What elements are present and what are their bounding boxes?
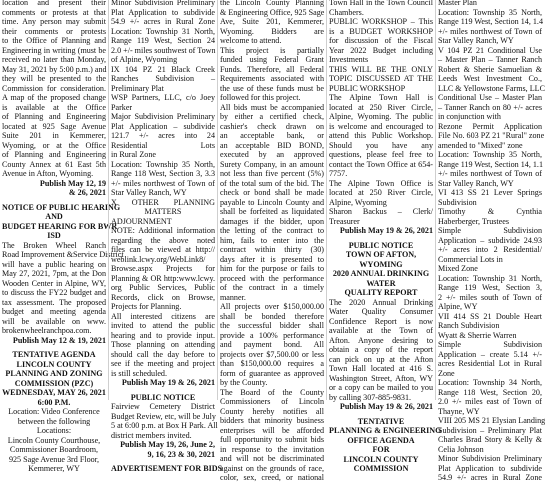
text-line: form of guarantee as approved	[220, 368, 324, 378]
text-line: Haberberger, Trustees	[438, 216, 510, 226]
text-line: the letting of the contract to	[220, 226, 324, 235]
publish-date-line: Publish May 19 & 26, 2021	[121, 378, 215, 387]
notice-heading-line: WYOMING	[359, 259, 403, 269]
text-line: days after it is presented to	[220, 254, 324, 264]
notice-heading-line: PUBLIC NOTICE	[348, 240, 414, 250]
notice-heading-line: WATER	[366, 278, 396, 288]
text-line: followed for this project.	[220, 93, 301, 102]
text-line: Alpine, Wyoming	[329, 197, 387, 207]
notice-heading-line: QUALITY REPORT	[344, 288, 418, 297]
text-line: Should you have any	[329, 140, 433, 150]
text-line: Zone	[438, 368, 455, 378]
text-line: by either a certified check,	[220, 112, 324, 121]
text-line: Location: Video Conference	[8, 407, 100, 416]
text-line: is available at the Office	[2, 102, 106, 112]
text-line: Suite 201 in Kemmerer,	[2, 131, 106, 140]
text-line: located at 250 River Circle,	[329, 102, 433, 112]
text-line: Afton. Anyone desiring to	[329, 335, 433, 345]
text-line: by calling 307-885-9831.	[329, 392, 412, 402]
text-line: Location: Township 31 North,	[438, 273, 542, 283]
text-line: district members invited.	[111, 430, 192, 440]
text-line: +/- miles northwest of Town of	[111, 178, 215, 188]
text-line: Engineering in writing (must be	[2, 45, 106, 55]
text-line: 925 Sage Avenue 3rd Floor,	[8, 454, 100, 464]
text-line: to the Office of Planning and	[2, 36, 106, 45]
text-line: they will be presented to the	[2, 74, 106, 83]
text-line: 54.9 +/- acres in Rural Zone	[438, 473, 542, 482]
text-line: attend this Public Workshop.	[329, 131, 433, 140]
column-5	[438, 0, 545, 482]
text-line: May 31, 2021 by 5:00 p.m.) and	[2, 64, 107, 74]
text-line: +/- miles northwest of Town of	[438, 26, 542, 36]
text-line: & Engineering Office, 925 Sage	[220, 7, 325, 17]
publish-date-line: & 26, 2021	[68, 188, 106, 197]
text-line: Browse.aspx Projects for	[111, 264, 215, 273]
text-line: Sharon Backus – Clerk/	[329, 207, 433, 216]
text-line: in conjunction with	[438, 112, 501, 121]
text-line: him for the purpose or fails to	[220, 264, 324, 273]
text-line: their comments or protests	[2, 26, 106, 36]
text-line: Washington Street, Afton, WY	[329, 373, 433, 383]
notice-heading-line: PLANNING & ENGINEERING	[329, 426, 442, 435]
text-line: Simple Subdivision	[438, 340, 542, 349]
text-line: Commissioners of Lincoln	[220, 397, 324, 406]
notice-heading-line: 6:00 P.M.	[37, 397, 71, 407]
text-line: received no later than Monday,	[2, 55, 106, 64]
text-line: Water Quality Consumer	[329, 307, 433, 316]
text-line: 121.7 +/- acres into 24	[111, 131, 215, 140]
text-line: Wyoming, or at the Office	[2, 140, 106, 150]
text-line: projects over $7,500.00 or less	[220, 349, 324, 359]
text-line: by the County.	[220, 378, 268, 387]
text-line: Charles Brad Story & Kelly &	[438, 435, 542, 444]
text-line: The Alpine Town Office is	[329, 178, 433, 188]
notice-heading-line: TOWN OF AFTON,	[345, 250, 417, 259]
text-line: contact the Town Office at 654-	[329, 159, 433, 169]
text-line: color, sex, creed, or national	[220, 473, 324, 482]
text-line: Town Hall in the Town Council	[329, 0, 433, 7]
text-line: – Tanner Ranch on 80 +/- acres	[438, 102, 542, 112]
text-line: All bids must be accompanied	[220, 102, 324, 112]
notice-heading-line: OFFICE AGENDA	[347, 435, 415, 445]
text-line: payable to Lincoln County and	[220, 197, 324, 207]
text-line: File No. 603 PZ 21 "Rural" zone	[438, 131, 545, 140]
text-line: located at 925 Sage Avenue	[2, 121, 106, 131]
text-line: see if the meeting and project	[111, 359, 215, 368]
text-line: check or bond shall be made	[220, 188, 324, 197]
text-line: Range 118 West, Section 20,	[438, 387, 542, 397]
text-line: of Alpine, Wyoming	[111, 55, 178, 64]
text-line: in response to the invitation	[220, 444, 324, 454]
text-line: Alpine, WY	[438, 302, 478, 311]
text-line: Chambers.	[329, 7, 364, 17]
text-line: VI 413 SS 21 Lever Springs	[438, 188, 542, 197]
text-line: Locations:	[36, 426, 72, 435]
text-line: files can be viewed at http://	[111, 245, 215, 254]
text-line: – Master Plan – Tanner Ranch	[438, 55, 542, 64]
notice-heading-line: 2020 ANNUAL DRINKING	[332, 269, 430, 278]
notice-heading-line: WEDNESDAY, MAY 26, 2021	[2, 388, 106, 397]
text-line: located at 250 River Circle,	[329, 188, 433, 197]
text-line: Residential Lots	[111, 140, 215, 150]
text-line: Minor Subdivision Preliminary	[438, 454, 542, 463]
text-line: can pick on up at the Afton	[329, 354, 433, 364]
text-line: Range 119 West, Section 14, 1.1	[438, 159, 544, 169]
text-line: Master Plan	[438, 0, 477, 7]
text-line: Star Valley Ranch, WY	[111, 188, 187, 197]
text-line: 2.0 +/- miles southwest of Town	[111, 45, 216, 55]
text-line: Treasurer	[329, 216, 360, 226]
text-line: May 27, 2021, 7pm, at the Don	[2, 269, 106, 278]
text-line: Plat Application – subdivide	[111, 121, 215, 131]
text-line: to discuss the FY22 budget and	[2, 288, 106, 297]
text-line: PUBLIC WORKSHOP – This	[329, 17, 433, 26]
text-line: Commission for consideration.	[2, 83, 106, 93]
text-line: VIII 205 MS 21 Elysian Landing	[438, 416, 545, 425]
text-line: County Annex at 61 East 5th	[2, 159, 106, 169]
text-line: Simple Subdivision	[438, 226, 542, 235]
text-line: bidders that minority business	[220, 416, 324, 425]
notice-heading-line: TENTATIVE AGENDA	[12, 350, 96, 359]
text-line: Celia Johnson	[438, 444, 484, 454]
text-line: X OTHER PLANNING	[111, 197, 215, 207]
notice-heading-line: TENTATIVE	[357, 416, 405, 426]
text-line: is still scheduled.	[111, 368, 167, 378]
publish-date-line: 9, 16, 23 & 30, 2021	[147, 449, 215, 459]
text-line: manner.	[220, 292, 246, 302]
text-line: executed by an approved	[220, 150, 324, 159]
text-line: Subdivision	[438, 197, 477, 207]
text-line: +/- acres into 2 Residential/	[438, 245, 542, 254]
text-line: MATTERS	[144, 207, 182, 216]
text-line: the Lincoln County Planning	[220, 0, 324, 7]
text-line: full opportunity to submit bids	[220, 435, 324, 444]
notice-heading-line: ISD	[47, 231, 61, 240]
publish-date-line: Publish May 19, 26, June 2,	[120, 440, 215, 449]
text-line: Commercial Lots in	[438, 254, 503, 264]
text-line: Wyatt & Sherrie Warren	[438, 330, 517, 340]
text-line: is a BUDGET WORKSHOP	[329, 26, 433, 36]
text-line: cashier's check drawn on	[220, 121, 324, 131]
text-line: an acceptable bank, or	[220, 131, 324, 140]
text-line: of Planning and Engineering	[2, 150, 106, 159]
text-line: Ave, Suite 201, Kemmerer,	[220, 17, 324, 26]
notice-heading-line: COMMISSION (PZC)	[14, 378, 94, 388]
text-line: questions, please feel free to	[329, 150, 433, 159]
text-line: Range 119 West, Section 3,	[438, 283, 542, 292]
text-line: Road Improvement &Service District	[2, 250, 124, 259]
publish-date-line: Publish May 19 & 26, 2021	[339, 226, 433, 235]
text-line: for discussion of the Fiscal	[329, 36, 433, 45]
text-line: an acceptable BID BOND,	[220, 140, 324, 150]
text-line: Conditional Use – Master Plan	[438, 93, 542, 102]
text-line: Range 118 West, Section 3, 3.3	[111, 169, 215, 178]
text-line: proceed with the performance	[220, 273, 324, 283]
text-line: Alpine, Wyoming. The public	[329, 112, 433, 121]
text-line: A map of the proposed change	[2, 93, 106, 102]
text-line: Kemmerer, WY	[28, 464, 80, 473]
text-line: will be available on www.	[2, 316, 106, 326]
text-line: not less than five percent (5%)	[220, 169, 324, 178]
text-line: acres Residential Lot in Rural	[438, 359, 542, 368]
text-line: shall be bonded therefore	[220, 311, 324, 321]
text-line: shall be forfeited as liquidated	[220, 207, 324, 216]
text-line: Budget Review, etc, will be July	[111, 411, 216, 421]
text-line: Location: Township 31 North,	[111, 26, 215, 36]
text-line: him, fails to enter into the	[220, 235, 324, 245]
text-line: Preliminary Plat	[111, 83, 164, 93]
text-line: Star Valley Ranch, WY	[438, 36, 514, 45]
text-line: 2 +/- miles south of Town of	[438, 292, 542, 302]
text-line: obtain a copy of the report	[329, 345, 433, 354]
text-line: 5 at 6:00 p.m. at Box H Park. All	[111, 421, 218, 430]
text-line: V 104 PZ 21 Conditional Use	[438, 45, 542, 55]
text-line: or a copy can be mailed to you	[329, 383, 433, 392]
text-line: location and present their	[2, 0, 106, 7]
text-line: invited to attend the public	[111, 321, 215, 330]
text-line: Minor Subdivision Preliminary	[111, 0, 215, 7]
text-line: Parker	[111, 102, 133, 112]
text-line: will have a public hearing on	[2, 259, 106, 269]
text-line: the successful bidder shall	[220, 321, 324, 330]
text-line: Surety Company, in an amount	[220, 159, 324, 169]
text-line: Avenue in Afton, Wyoming.	[2, 169, 94, 178]
column-2	[111, 0, 223, 473]
text-line: Rezone Permit Application	[438, 121, 542, 131]
publish-date-line: Publish May 12, 19	[39, 178, 106, 188]
text-line: between the following	[17, 416, 91, 426]
text-line: than $150,000.00 requires a	[220, 359, 324, 368]
text-line: Ranch Subdivision	[438, 321, 500, 330]
notice-heading-line: COMMISSION	[353, 464, 409, 473]
text-line: Major Subdivision Preliminary	[111, 112, 215, 121]
text-line: of Planning and Engineering	[2, 112, 106, 121]
text-line: Lincoln County Courthouse,	[7, 435, 101, 445]
text-line: Star Valley Ranch, WY	[438, 178, 514, 188]
notice-heading-line: NOTICE OF PUBLIC HEARING	[2, 202, 121, 212]
text-line: time. Any person may submit	[2, 17, 106, 26]
text-line: Timothy & Cynthia	[438, 207, 542, 216]
text-line: County hereby notifies all	[220, 406, 324, 416]
text-line: Records, click on Browse,	[111, 292, 215, 302]
text-line: provide a 100% performance	[220, 330, 324, 340]
text-line: Range 119 West, Section 14, 1.4	[438, 17, 544, 26]
text-line: Fairview Cemetery District	[111, 402, 215, 411]
notice-heading-line: LINCOLN COUNTY	[16, 359, 92, 369]
text-line: Mixed Zone	[438, 264, 478, 273]
text-line: Robert & Sherie Samuelian &	[438, 64, 542, 74]
text-line: Location: Township 35 North,	[111, 159, 215, 169]
text-line: hearing and to provide input.	[111, 330, 215, 340]
notice-heading-line: FOR	[372, 445, 390, 454]
text-line: All projects over $150,000.00	[220, 302, 324, 311]
text-line: THIS WILL BE THE ONLY	[329, 64, 433, 74]
publish-date-line: Publish May 19 & 26, 2021	[339, 402, 433, 411]
text-line: is welcome and encouraged to	[329, 121, 433, 131]
text-line: against on the grounds of race,	[220, 463, 324, 473]
text-line: Application – subdivide 24.93	[438, 235, 542, 245]
text-line: Year 2022 Budget including	[329, 45, 433, 55]
text-line: brokenwheelranchpoa.com.	[2, 326, 92, 335]
text-line: Commissioner Boardroom,	[9, 445, 99, 454]
text-line: comments or protests at that	[2, 7, 106, 17]
notice-heading-line: AND	[45, 212, 63, 221]
text-line: and will not be discriminated	[220, 454, 324, 463]
text-line: Location: Township 35 North,	[438, 7, 542, 17]
text-line: of the total sum of the bid. The	[220, 178, 324, 188]
text-line: PUBLIC WORKSHOP	[329, 83, 406, 93]
notice-heading-line: LINCOLN COUNTY	[343, 454, 419, 464]
text-line: +/- miles northwest of Town of	[438, 169, 542, 178]
text-line: This project is partially	[220, 45, 324, 55]
text-line: 54.9 +/- acres in Rural Zone	[111, 17, 215, 26]
text-line: Projects for Planning.	[111, 302, 182, 311]
text-line: contract within thirty (30)	[220, 245, 324, 254]
text-line: Confidence Report is now	[329, 316, 433, 326]
text-line: Wyoming. Bidders are	[220, 26, 324, 36]
notice-heading-line: BUDGET HEARING FOR BWR	[2, 221, 118, 231]
text-line: Thayne, WY	[438, 406, 480, 416]
text-line: weblink.lcwy.org/WebLink8/	[111, 254, 206, 264]
text-line: Those planning on attending	[111, 340, 215, 349]
text-line: the use of these funds must be	[220, 83, 324, 93]
text-line: org Public Services, Public	[111, 283, 215, 292]
text-line: LLC & Yellowstone Farms, LLC	[438, 83, 545, 93]
text-line: should call the day before to	[111, 349, 215, 359]
text-line: Investments	[329, 55, 369, 64]
text-line: 2.0 +/- miles east of Town of	[438, 397, 542, 406]
text-line: TOPIC DISCUSSED AT THE	[329, 74, 433, 83]
text-line: WSP Partners, LLC, c/o Joey	[111, 93, 215, 102]
text-line: and payment bond. All	[220, 340, 324, 349]
text-line: 7757.	[329, 169, 348, 178]
text-line: VII 414 SS 21 Double Heart	[438, 311, 542, 321]
text-line: of the contract in a timely	[220, 283, 324, 292]
text-line: Plat Application to subdivide	[111, 7, 215, 17]
text-line: tax assessment. The proposed	[2, 297, 106, 307]
text-line: enterprises will be afforded	[220, 425, 324, 435]
text-line: Application – create 5.14 +/-	[438, 349, 542, 359]
publish-date-line: Publish May 12 & 19, 2021	[12, 335, 106, 345]
text-line: NOTE: Additional information	[111, 226, 215, 235]
notice-heading-line: PUBLIC NOTICE	[130, 392, 196, 402]
text-line: amended to "Mixed" zone	[438, 140, 523, 150]
column-4	[329, 0, 442, 473]
text-line: damages if the bidder, upon	[220, 216, 324, 226]
text-line: Ranches Subdivision –	[111, 74, 215, 83]
text-line: The Alpine Town Hall is	[329, 93, 433, 102]
text-line: IX 104 PZ 21 Black Creek	[111, 64, 215, 74]
text-line: The 2020 Annual Drinking	[329, 297, 433, 307]
text-line: All interested citizens are	[111, 311, 215, 321]
text-line: budget and meeting agenda	[2, 307, 106, 316]
text-line: Location: Township 35 North,	[438, 150, 542, 159]
text-line: The Board of the County	[220, 387, 324, 397]
text-line: Town Hall located at 416 S.	[329, 364, 433, 373]
text-line: Leeds West Investment Co.,	[438, 74, 542, 83]
text-line: regarding the above noted	[111, 235, 215, 245]
text-line: Range 119 West, Section 24	[111, 36, 215, 45]
text-line: Subdivision – Preliminary Plat	[438, 425, 542, 435]
text-line: Requirements associated with	[220, 74, 324, 83]
notice-heading-line: ADVERTISEMENT FOR BIDS	[111, 464, 223, 473]
text-line: Planning & OR http:www.lcwy.	[111, 273, 215, 283]
text-line: welcome to attend.	[220, 36, 282, 45]
text-line: available at the Town of	[329, 326, 433, 335]
text-line: The Broken Wheel Ranch	[2, 240, 106, 250]
text-line: Funds. Therefore, all Federal	[220, 64, 324, 74]
text-line: funded using Federal Grant	[220, 55, 324, 64]
text-line: in Rural Zone	[111, 150, 156, 159]
notice-heading-line: PLANNING AND ZONING	[5, 369, 103, 378]
column-3	[220, 0, 325, 482]
text-line: Location: Township 34 North,	[438, 378, 542, 387]
text-line: Plat Application to subdivide	[438, 463, 542, 473]
text-line: ADJOURNMENT	[111, 216, 172, 226]
text-line: Wooden Center in Alpine, WY,	[2, 278, 106, 288]
